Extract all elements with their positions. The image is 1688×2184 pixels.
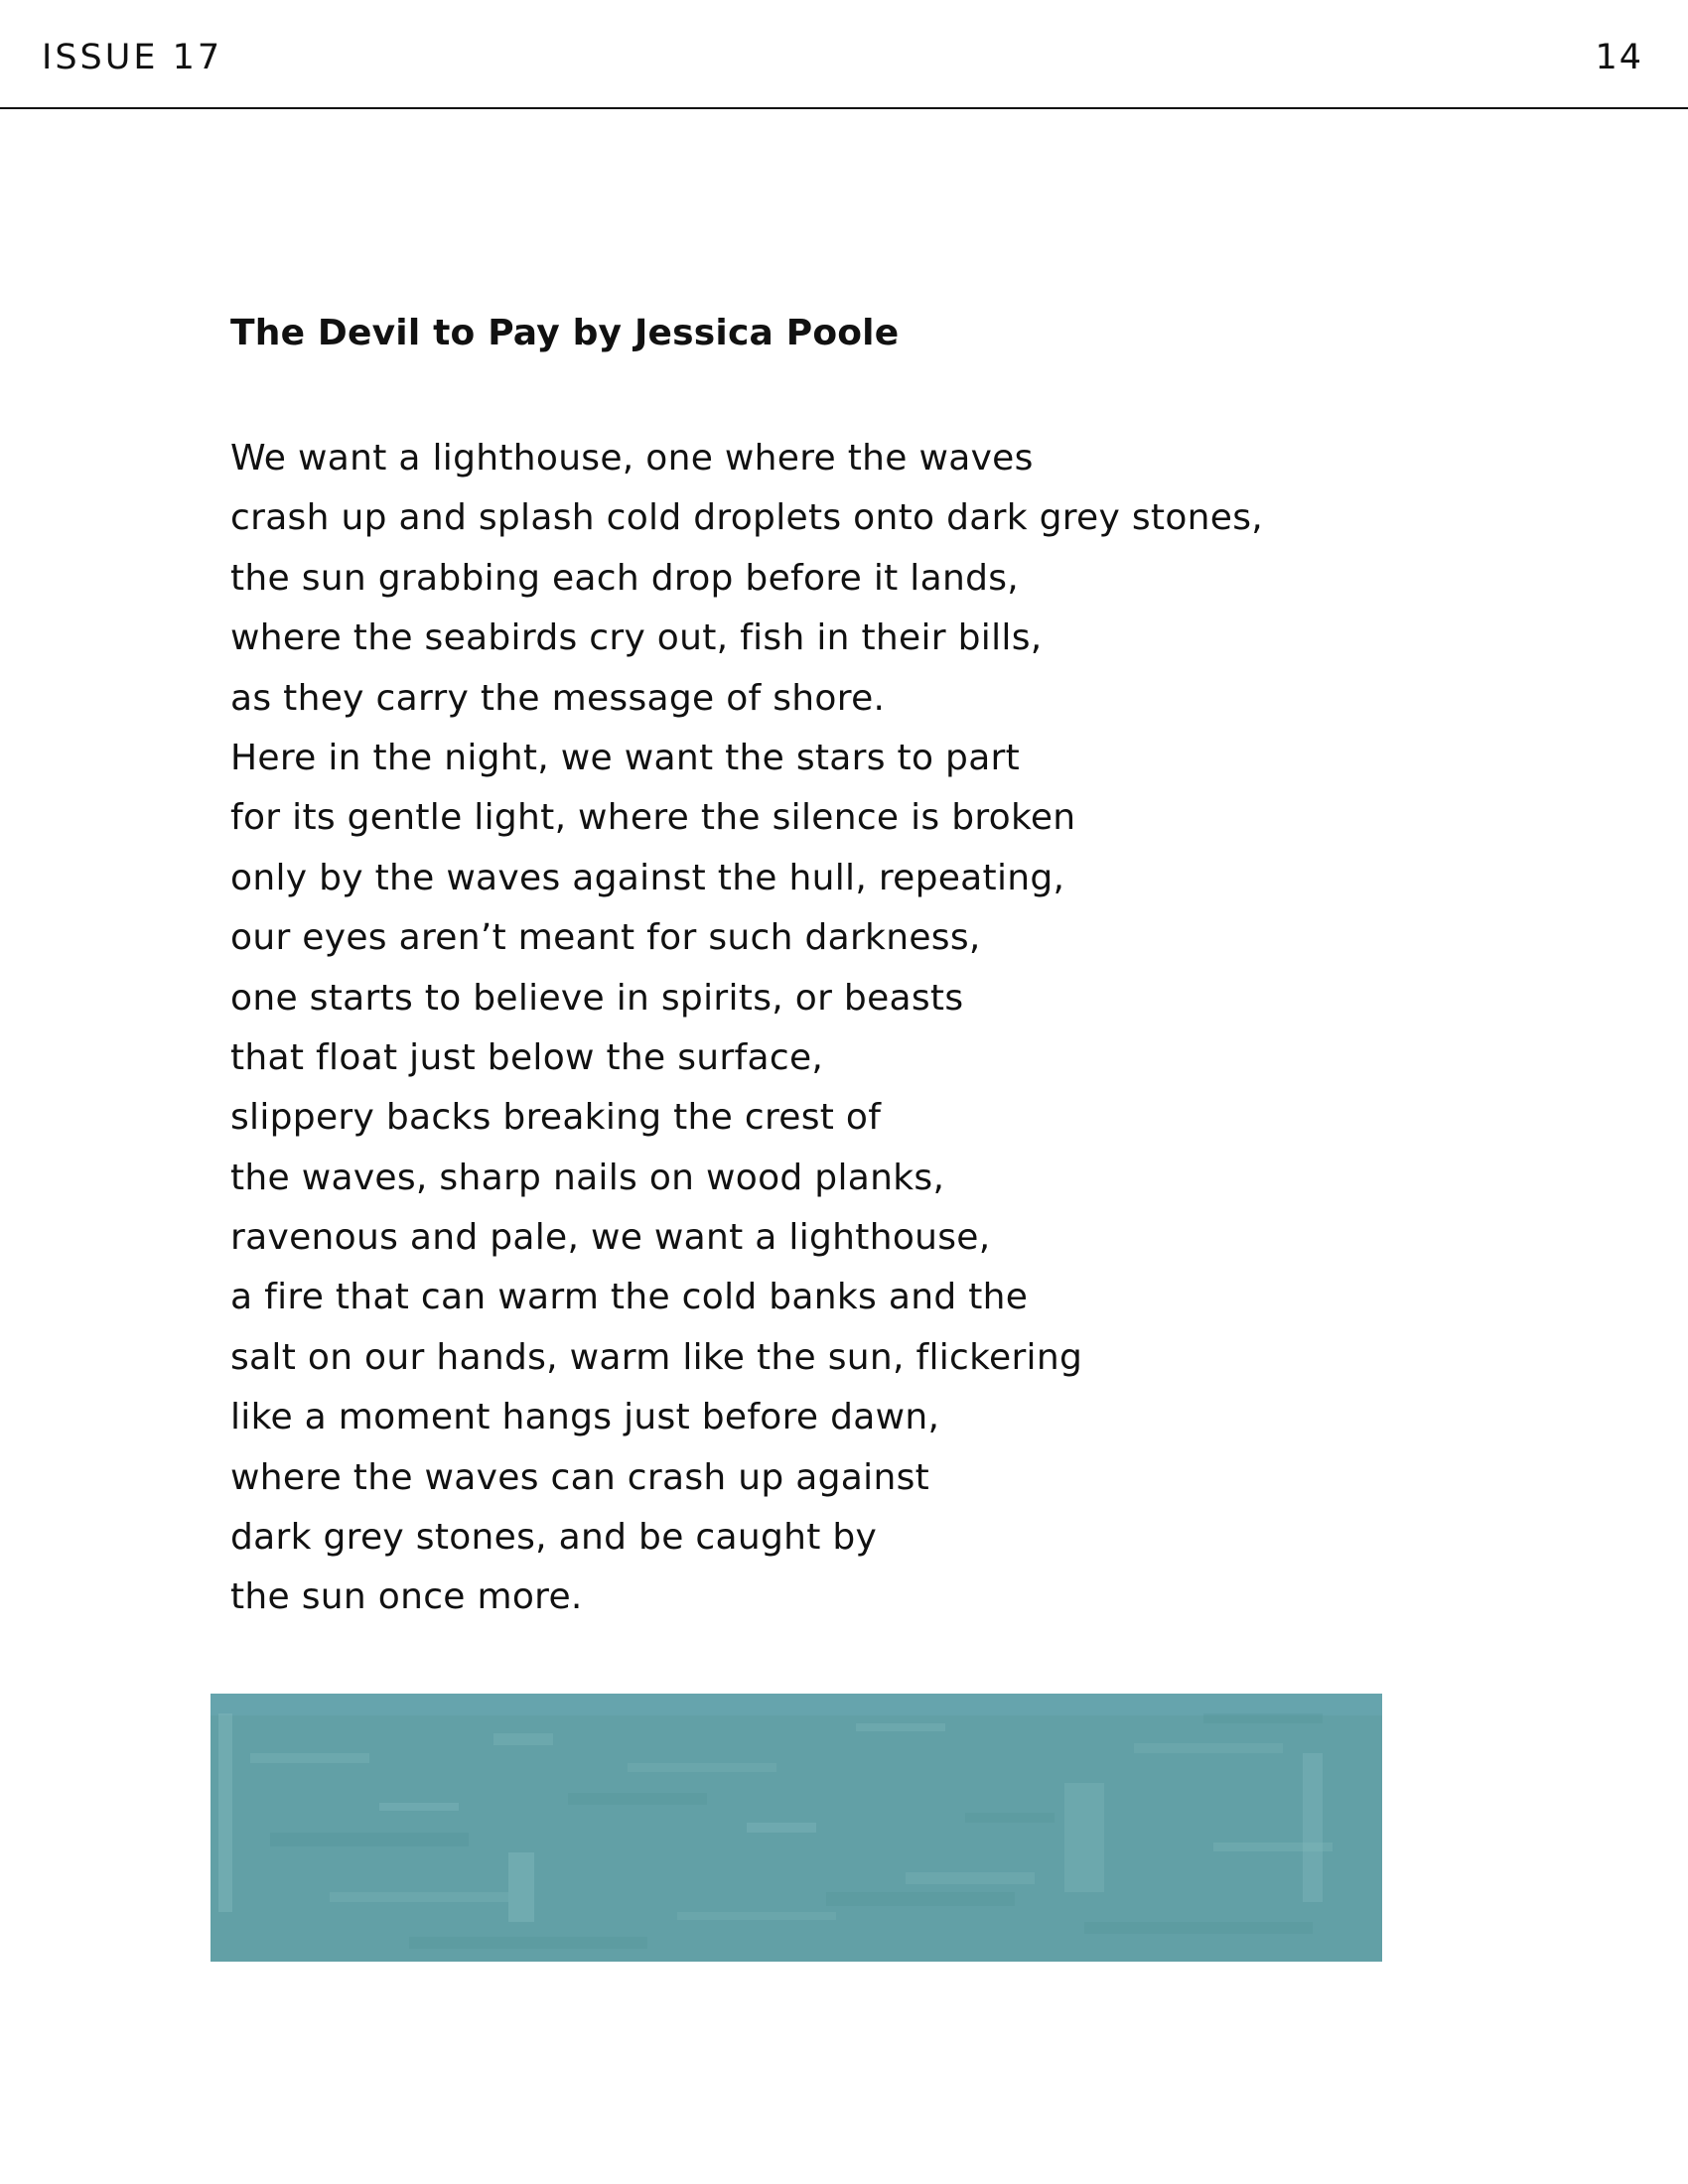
poem-line: dark grey stones, and be caught by xyxy=(230,1517,878,1559)
painted-texture xyxy=(211,1694,1382,1962)
poem-body xyxy=(230,429,1263,1628)
poem-line: only by the waves against the hull, repeating, xyxy=(230,857,1065,898)
poem-line: our eyes aren’t meant for such darkness, xyxy=(230,917,981,959)
poem-line: crash up and splash cold droplets onto dark grey stones, xyxy=(230,497,1264,539)
poem-title: The Devil to Pay by Jessica Poole xyxy=(230,313,900,353)
poem-line: the waves, sharp nails on wood planks, xyxy=(230,1157,945,1198)
poem-line: a fire that can warm the cold banks and the xyxy=(230,1277,1029,1318)
poem-line: We want a lighthouse, one where the waves xyxy=(230,438,1034,478)
poem-line: as they carry the message of shore. xyxy=(230,677,886,719)
poem-line: for its gentle light, where the silence is broken xyxy=(230,797,1076,839)
poem-line: salt on our hands, warm like the sun, flickering xyxy=(230,1336,1083,1378)
poem-line: slippery backs breaking the crest of xyxy=(230,1097,882,1139)
artwork-image xyxy=(211,1694,1382,1962)
issue-label: ISSUE 17 xyxy=(42,38,223,77)
page-number: 14 xyxy=(1595,38,1643,77)
poem-line: one starts to believe in spirits, or beasts xyxy=(230,977,964,1019)
poem-line: where the waves can crash up against xyxy=(230,1456,930,1498)
poem-line: that float just below the surface, xyxy=(230,1036,824,1078)
poem-line: Here in the night, we want the stars to part xyxy=(230,737,1021,778)
page-header xyxy=(0,0,1688,109)
poem-line: like a moment hangs just before dawn, xyxy=(230,1397,940,1438)
poem-line: the sun once more. xyxy=(230,1576,583,1618)
poem-line: ravenous and pale, we want a lighthouse, xyxy=(230,1217,991,1259)
poem-line: where the seabirds cry out, fish in their bills, xyxy=(230,617,1043,659)
poem-line: the sun grabbing each drop before it lands, xyxy=(230,557,1020,599)
paint-top-band xyxy=(211,1694,1382,1715)
